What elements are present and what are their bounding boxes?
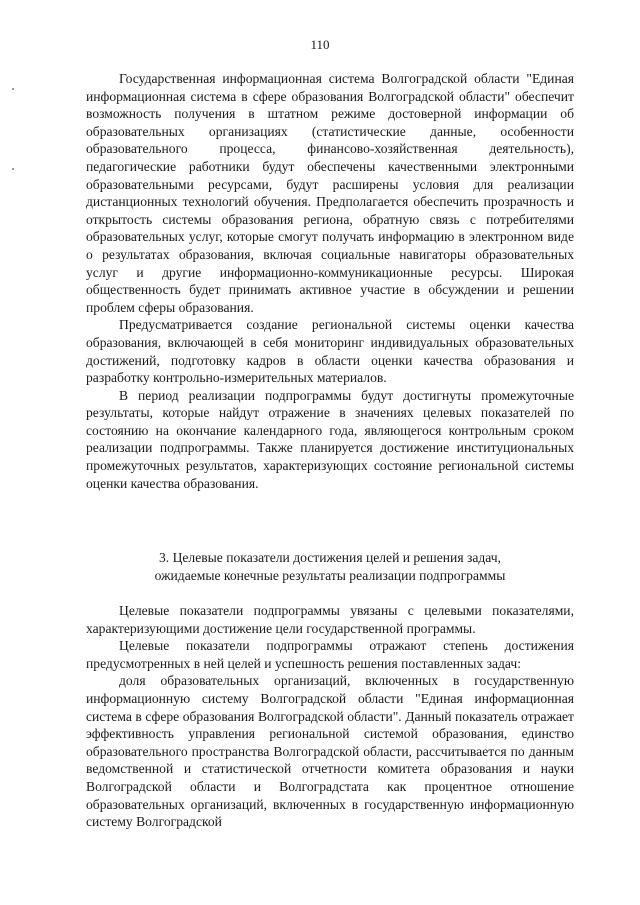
section-heading	[86, 549, 574, 584]
paragraph: Государственная информационная система Волгоградской области "Единая информационная система в сфере образования Волгоградской области" обеспечит возможность получения в штатном режиме достоверной информации об образовательных организациях (статистические данные, особенности образовательного процесса, финансово-хозяйственная деятельность), педагогические работники будут обеспечены качественными электронными образовательными ресурсами, будут расширены условия для реализации дистанционных технологий обучения. Предполагается обеспечить прозрачность и открытость системы образования региона, обратную связь с потребителями образовательных услуг, которые смогут получать информацию в электронном виде о результатах образования, включая социальные навигаторы образовательных услуг и другие информационно-коммуникационные ресурсы. Широкая общественность будет принимать активное участие в обсуждении и решении проблем сферы образования.	[86, 71, 574, 315]
paragraph: Целевые показатели подпрограммы отражают степень достижения предусмотренных в ней целей и успешность решения поставленных задач:	[86, 638, 574, 671]
paragraph: доля образовательных организаций, включенных в государственную информационную систему Волгоградской области "Единая информационная система в сфере образования Волгоградской области". Данный показатель отражает эффективность управления региональной системой образования, единство образовательного пространства Волгоградской области, рассчитывается по данным ведомственной и статистической отчетности комитета образования и науки Волгоградской области и Волгоградстата как процентное отношение образовательных организаций, включенных в государственную информационную систему Волгоградской	[86, 673, 574, 830]
scan-speck	[12, 88, 14, 90]
body-text-top	[86, 70, 574, 492]
section-heading-line: 3. Целевые показатели достижения целей и решения задач,	[158, 550, 502, 565]
body-text-bottom	[86, 602, 574, 831]
paragraph: Предусматривается создание региональной системы оценки качества образования, включающей в себя мониторинг индивидуальных образовательных достижений, подготовку кадров в области оценки качества образования и разработку контрольно-измерительных материалов.	[86, 317, 574, 386]
section-heading-line: ожидаемые конечные результаты реализации подпрограммы	[154, 567, 506, 583]
scan-speck	[12, 168, 14, 170]
page-number: 110	[310, 37, 330, 52]
paragraph: В период реализации подпрограммы будут достигнуты промежуточные результаты, которые найдут отражение в значениях целевых показателей по состоянию на окончание календарного года, являющегося контрольным сроком реализации подпрограммы. Также планируется достижение институциональных промежуточных результатов, характеризующих состояние региональной системы оценки качества образования.	[86, 387, 574, 491]
paragraph: Целевые показатели подпрограммы увязаны с целевыми показателями, характеризующими достижение цели государственной программы.	[86, 603, 574, 636]
